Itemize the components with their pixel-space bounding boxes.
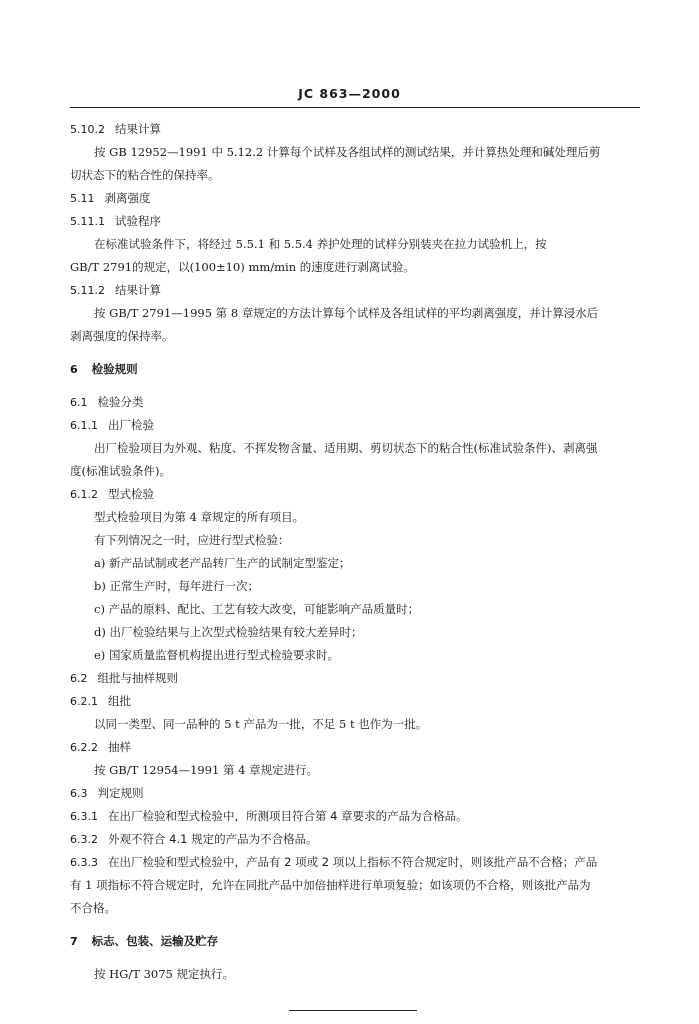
chapter-title: 检验规则	[91, 362, 138, 376]
paragraph-line: 有 1 项指标不符合规定时，允许在同批产品中加倍抽样进行单项复验；如该项仍不合格，则该批产品为	[70, 878, 591, 892]
section-number: 5.10.2	[70, 123, 105, 136]
section-number: 6.3.3	[70, 856, 98, 869]
clause-text: 在出厂检验和型式检验中，所测项目符合第 4 章要求的产品为合格品。	[108, 809, 468, 823]
section-title: 组批	[108, 694, 131, 708]
paragraph-line: 度(标准试验条件)。	[70, 464, 171, 478]
paragraph-line: 型式检验项目为第 4 章规定的所有项目。	[94, 510, 305, 524]
section-title: 型式检验	[108, 487, 154, 501]
section-number: 5.11.2	[70, 284, 105, 297]
section-title: 抽样	[108, 740, 131, 754]
section-5-11-1-heading	[70, 210, 636, 233]
section-5-10-2-heading	[70, 118, 636, 141]
list-item: b) 正常生产时，每年进行一次；	[94, 579, 260, 593]
standard-code-header: JC 863—2000	[298, 86, 401, 101]
section-number: 5.11	[70, 192, 95, 205]
header-rule	[70, 107, 640, 108]
section-title: 结果计算	[115, 122, 161, 136]
paragraph-line: 按 GB/T 2791—1995 第 8 章规定的方法计算每个试样及各组试样的平均剥离强度，并计算浸水后	[94, 306, 599, 320]
paragraph-line: 按 GB 12952—1991 中 5.12.2 计算每个试样及各组试样的测试结果，并计算热处理和碱处理后剪	[94, 145, 601, 159]
section-number: 6.1.2	[70, 488, 98, 501]
section-6-2-2-heading	[70, 736, 636, 759]
paragraph-line: 有下列情况之一时，应进行型式检验：	[94, 533, 290, 547]
paragraph-line: 在标准试验条件下，将经过 5.5.1 和 5.5.4 养护处理的试样分别装夹在拉力试验机上，按	[94, 237, 547, 251]
section-number: 5.11.1	[70, 215, 105, 228]
clause-text: 在出厂检验和型式检验中，产品有 2 项或 2 项以上指标不符合规定时，则该批产品不合格；产品	[108, 855, 598, 869]
section-5-11-2-heading	[70, 279, 636, 302]
paragraph-line: 不合格。	[70, 901, 116, 915]
paragraph-line: GB/T 2791的规定，以(100±10) mm/min 的速度进行剥离试验。	[70, 260, 415, 274]
clause-text: 外观不符合 4.1 规定的产品为不合格品。	[108, 832, 318, 846]
end-of-document-rule	[289, 1010, 417, 1011]
section-number: 6.2.2	[70, 741, 98, 754]
paragraph-line: 按 HG/T 3075 规定执行。	[94, 967, 234, 981]
section-6-3-3	[70, 851, 636, 874]
section-title: 组批与抽样规则	[97, 671, 178, 685]
chapter-6-heading	[70, 358, 636, 381]
paragraph-line: 以同一类型、同一品种的 5 t 产品为一批，不足 5 t 也作为一批。	[94, 717, 428, 731]
list-item: d) 出厂检验结果与上次型式检验结果有较大差异时；	[94, 625, 363, 639]
paragraph-line: 切状态下的粘合性的保持率。	[70, 168, 220, 182]
chapter-number: 7	[70, 935, 78, 948]
list-item: e) 国家质量监督机构提出进行型式检验要求时。	[94, 648, 339, 662]
section-title: 出厂检验	[108, 418, 154, 432]
section-6-3-2	[70, 828, 636, 851]
list-item: a) 新产品试制或老产品转厂生产的试制定型鉴定；	[94, 556, 351, 570]
paragraph-line: 出厂检验项目为外观、粘度、不挥发物含量、适用期、剪切状态下的粘合性(标准试验条件)、剥离强	[94, 441, 598, 455]
section-6-3-heading	[70, 782, 636, 805]
section-title: 判定规则	[97, 786, 144, 800]
chapter-7-heading	[70, 930, 636, 953]
section-title: 结果计算	[115, 283, 161, 297]
section-6-2-1-heading	[70, 690, 636, 713]
section-6-3-1	[70, 805, 636, 828]
section-6-1-heading	[70, 391, 636, 414]
section-title: 剥离强度	[104, 191, 151, 205]
section-number: 6.2	[70, 672, 88, 685]
section-number: 6.3.1	[70, 810, 98, 823]
paragraph-line: 剥离强度的保持率。	[70, 329, 174, 343]
section-title: 试验程序	[115, 214, 161, 228]
paragraph-line: 按 GB/T 12954—1991 第 4 章规定进行。	[94, 763, 319, 777]
document-body	[70, 118, 636, 1011]
section-number: 6.3.2	[70, 833, 98, 846]
section-number: 6.2.1	[70, 695, 98, 708]
section-6-1-1-heading	[70, 414, 636, 437]
section-number: 6.1	[70, 396, 88, 409]
section-number: 6.3	[70, 787, 88, 800]
section-number: 6.1.1	[70, 419, 98, 432]
section-title: 检验分类	[97, 395, 144, 409]
section-5-11-heading	[70, 187, 636, 210]
chapter-title: 标志、包装、运输及贮存	[91, 934, 219, 948]
section-6-2-heading	[70, 667, 636, 690]
list-item: c) 产品的原料、配比、工艺有较大改变，可能影响产品质量时；	[94, 602, 420, 616]
chapter-number: 6	[70, 363, 78, 376]
section-6-1-2-heading	[70, 483, 636, 506]
